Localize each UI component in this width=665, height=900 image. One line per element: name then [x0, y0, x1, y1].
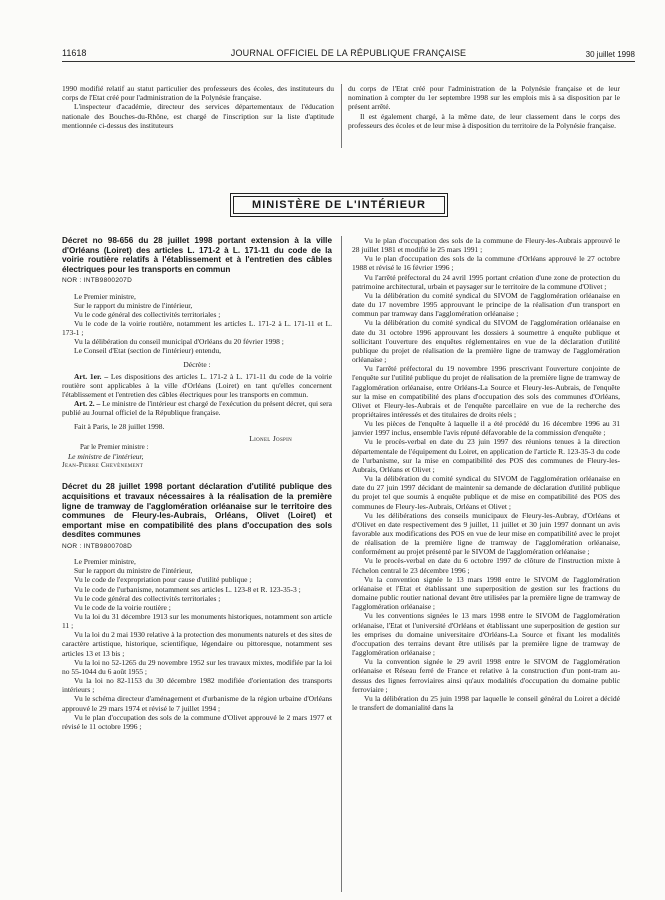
article-label: Art. 2. –	[74, 399, 101, 409]
article-label: Art. 1er. –	[74, 371, 109, 381]
preamble-line: Vu la loi du 2 mai 1930 relative à la protection des monuments naturels et des sites de caractère artistique, historique, scientifique, légendaire ou pittoresque, notamment ses articles 13 et 13 bis ;	[62, 630, 332, 658]
minister-role: Le ministre de l'intérieur,	[68, 452, 144, 462]
preamble-line: Vu la loi no 82-1153 du 30 décembre 1982 modifiée d'orientation des transports intérieurs ;	[62, 676, 332, 695]
preamble-line: Sur le rapport du ministre de l'intérieur,	[74, 300, 193, 310]
consideration: Vu les conventions signées le 13 mars 1998 entre le SIVOM de l'agglomération orléanaise, l'Etat et l'université d'Orléans et établissant une superposition de gestion sur les emprises du domaine universitaire d'Orléans-La Source et fixant les modalités d'occupation des terrains devant être utilisés par la première ligne de tramway de l'agglomération orléanaise ;	[352, 611, 620, 658]
ministry-heading-box	[230, 193, 448, 217]
preamble-line: Vu le code de la voirie routière, notamment les articles L. 171-2 à L. 171-11 et L. 173-1 ;	[62, 319, 332, 338]
decree-title: Décret no 98-656 du 28 juillet 1998 portant extension à la ville d'Orléans (Loiret) des articles L. 171-2 à L. 171-11 du code de la voirie routière relatifs à l'établissement et à l'entretien des câbles électriques pour les transports en commun	[62, 236, 332, 274]
nor-reference: NOR : INTB9800708D	[62, 542, 133, 550]
pm-signature: Lionel Jospin	[249, 433, 292, 443]
by-pm-label: Par le Premier ministre :	[80, 442, 149, 451]
consideration: Vu la convention signée le 29 avril 1998 entre le SIVOM de l'agglomération orléanaise et Réseau ferré de France et relative à la construction d'un pont-tram au-dessus des lignes ferroviaires ainsi qu'aux modalités d'occupation du domaine public ferroviaire ;	[352, 657, 620, 694]
article-1	[62, 372, 332, 399]
preamble-line: Vu le code de la voirie routière ;	[74, 602, 171, 612]
consideration: Vu le procès-verbal en date du 6 octobre 1997 de clôture de l'instruction mixte à l'échelon central le 23 décembre 1996 ;	[352, 556, 620, 575]
consideration: Vu la délibération du 25 juin 1998 par laquelle le conseil général du Loiret a décidé le transfert de domanialité dans la	[352, 693, 620, 712]
journal-title: JOURNAL OFFICIEL DE LA RÉPUBLIQUE FRANÇAISE	[230, 48, 467, 58]
continued-right-column	[348, 84, 620, 130]
column-divider	[341, 236, 342, 892]
article-2	[62, 399, 332, 417]
minister-signature: Jean-Pierre Chevènement	[62, 461, 144, 470]
preamble-line: Vu le code de l'urbanisme, notamment ses articles L. 123-8 et R. 123-35-3 ;	[74, 584, 301, 594]
preamble-line: Le Conseil d'Etat (section de l'intérieur) entendu,	[74, 346, 222, 356]
article-text: Les dispositions des articles L. 171-2 à L. 171-11 du code de la voirie routière sont applicables à la ville d'Orléans (Loiret) en tant qu'elles concernent l'établissement et l'entretien des câbles électriques pour les transports en commun.	[62, 371, 332, 400]
paragraph: Il est également chargé, à la même date, de leur classement dans le corps des professeurs des écoles et de leur mise à disposition du territoire de la Polynésie française.	[348, 111, 620, 130]
issue-date: 30 juillet 1998	[585, 50, 635, 59]
decrete-label: Décrète :	[183, 359, 211, 369]
preamble-line: Vu la loi no 52-1265 du 29 novembre 1952 sur les travaux mixtes, modifiée par la loi no 55-1044 du 6 août 1955 ;	[62, 657, 332, 676]
header-rule	[62, 61, 635, 62]
right-column	[352, 236, 620, 712]
consideration: Vu les pièces de l'enquête à laquelle il a été procédé du 16 décembre 1996 au 31 janvier 1997 inclus, ensemble l'avis réputé défavorable de la commission d'enquête ;	[352, 419, 620, 438]
preamble-line: Vu la loi du 31 décembre 1913 sur les monuments historiques, notamment son article 11 ;	[62, 612, 332, 631]
article-text: Le ministre de l'intérieur est chargé de l'exécution du présent décret, qui sera publié au Journal officiel de la République française.	[62, 399, 333, 418]
page-header	[62, 48, 635, 62]
consideration: Vu la délibération du comité syndical du SIVOM de l'agglomération orléanaise en date du 27 juin 1997 décidant de maintenir sa demande de déclaration d'utilité publique du projet tel que soumis à enquête publique et de mise en compatibilité des POS des communes de Fleury-les-Aubrais, Orléans et Olivet ;	[352, 474, 620, 511]
column-divider	[341, 84, 342, 148]
consideration: Vu le plan d'occupation des sols de la commune d'Orléans approuvé le 27 octobre 1988 et révisé le 16 février 1996 ;	[352, 254, 620, 273]
consideration: Vu la délibération du comité syndical du SIVOM de l'agglomération orléanaise en date du 17 novembre 1995 approuvant le principe de la réalisation d'un transport en commun par tramway dans l'agglomération orléanaise ;	[352, 290, 620, 319]
preamble-line: Vu le plan d'occupation des sols de la commune d'Olivet approuvé le 2 mars 1977 et révisé le 11 octobre 1996 ;	[62, 712, 332, 731]
consideration: Vu la convention signée le 13 mars 1998 entre le SIVOM de l'agglomération orléanaise et l'Etat et établissant une superposition de gestion sur les fractions du domaine public routier national devant être utilisées par la première ligne de tramway de l'agglomération orléanaise ;	[352, 574, 620, 612]
consideration: Vu le plan d'occupation des sols de la commune de Fleury-les-Aubrais approuvé le 28 juillet 1981 et modifié le 25 mars 1991 ;	[352, 236, 620, 255]
paragraph: du corps de l'Etat créé pour l'administration de la Polynésie française et de leur nomination à compter du 1er septembre 1998 sur les emplois mis à sa disposition par le présent arrêté.	[348, 84, 620, 112]
preamble-line: Vu le schéma directeur d'aménagement et d'urbanisme de la région urbaine d'Orléans approuvé le 29 mars 1974 et révisé le 7 juillet 1994 ;	[62, 694, 332, 713]
paragraph: 1990 modifié relatif au statut particulier des professeurs des écoles, des instituteurs du corps de l'Etat créé pour l'administration de la Polynésie française.	[62, 84, 334, 103]
continued-left-column	[62, 84, 334, 130]
left-column	[62, 236, 332, 731]
consideration: Vu les délibérations des conseils municipaux de Fleury-les-Aubray, d'Orléans et d'Olivet en date respectivement des 9 juillet, 11 juillet et 30 juin 1997 donnant un avis favorable aux modifications des POS en vue de leur mise en compatibilité avec le projet de réalisation de la première ligne de tramway de l'agglomération orléanaise, conformément au projet présenté par le SIVOM de l'agglomération orléanaise ;	[352, 510, 620, 557]
signature-place-date: Fait à Paris, le 28 juillet 1998.	[74, 421, 165, 431]
preamble-line: Vu le code de l'expropriation pour cause d'utilité publique ;	[74, 575, 252, 585]
preamble-line: Le Premier ministre,	[74, 291, 136, 301]
preamble-line: Vu le code général des collectivités territoriales ;	[74, 593, 221, 603]
preamble-line: Le Premier ministre,	[74, 557, 136, 567]
nor-reference: NOR : INTB9800207D	[62, 277, 133, 285]
paragraph: L'inspecteur d'académie, directeur des services départementaux de l'éducation nationale des Bouches-du-Rhône, est chargé de l'inscription sur la liste d'aptitude mentionnée ci-dessus des instituteurs	[62, 102, 334, 130]
page-number: 11618	[62, 48, 87, 58]
decree-title: Décret du 28 juillet 1998 portant déclaration d'utilité publique des acquisitions et travaux nécessaires à la réalisation de la première ligne de tramway de l'agglomération orléanaise sur le territoire des communes de Fleury-les-Aubrais, Orléans, Olivet (Loiret) et emportant mise en compatibilité des plans d'occupation des sols desdites communes	[62, 482, 332, 540]
preamble-line: Vu la délibération du conseil municipal d'Orléans du 20 février 1998 ;	[74, 337, 284, 347]
preamble-line: Vu le code général des collectivités territoriales ;	[74, 309, 221, 319]
preamble-line: Sur le rapport du ministre de l'intérieur,	[74, 566, 193, 576]
consideration: Vu l'arrêté préfectoral du 24 avril 1995 portant création d'une zone de protection du patrimoine architectural, urbain et paysager sur le territoire de la commune d'Olivet ;	[352, 272, 620, 291]
consideration: Vu l'arrêté préfectoral du 19 novembre 1996 prescrivant l'ouverture conjointe de l'enquête sur l'utilité publique du projet de réalisation de la première ligne de tramway de l'agglomération orléanaise, entre Orléans-La Source et Fleury-les-Aubrais, de l'enquête sur la mise en compatibilité des plans d'occupation des sols des communes d'Orléans, Olivet et Fleury-les-Aubrais et de l'enquête parcellaire en vue de la recherche des propriétaires intéressés et des titulaires de droits réels ;	[352, 364, 620, 419]
ministry-heading: MINISTÈRE DE L'INTÉRIEUR	[233, 196, 445, 214]
consideration: Vu le procès-verbal en date du 23 juin 1997 des réunions tenues à la direction départementale de l'équipement du Loiret, en application de l'article R. 123-35-3 du code de l'urbanisme, sur la mise en compatibilité des POS des communes de Fleury-les-Aubrais, Orléans et Olivet ;	[352, 437, 620, 474]
consideration: Vu la délibération du comité syndical du SIVOM de l'agglomération orléanaise en date du 31 octobre 1996 approuvant les dossiers à soumettre à enquête publique et sollicitant l'ouverture des enquêtes réglementaires en vue de la déclaration d'utilité publique du projet de réalisation de la première ligne de tramway de l'agglomération orléanaise ;	[352, 318, 620, 365]
